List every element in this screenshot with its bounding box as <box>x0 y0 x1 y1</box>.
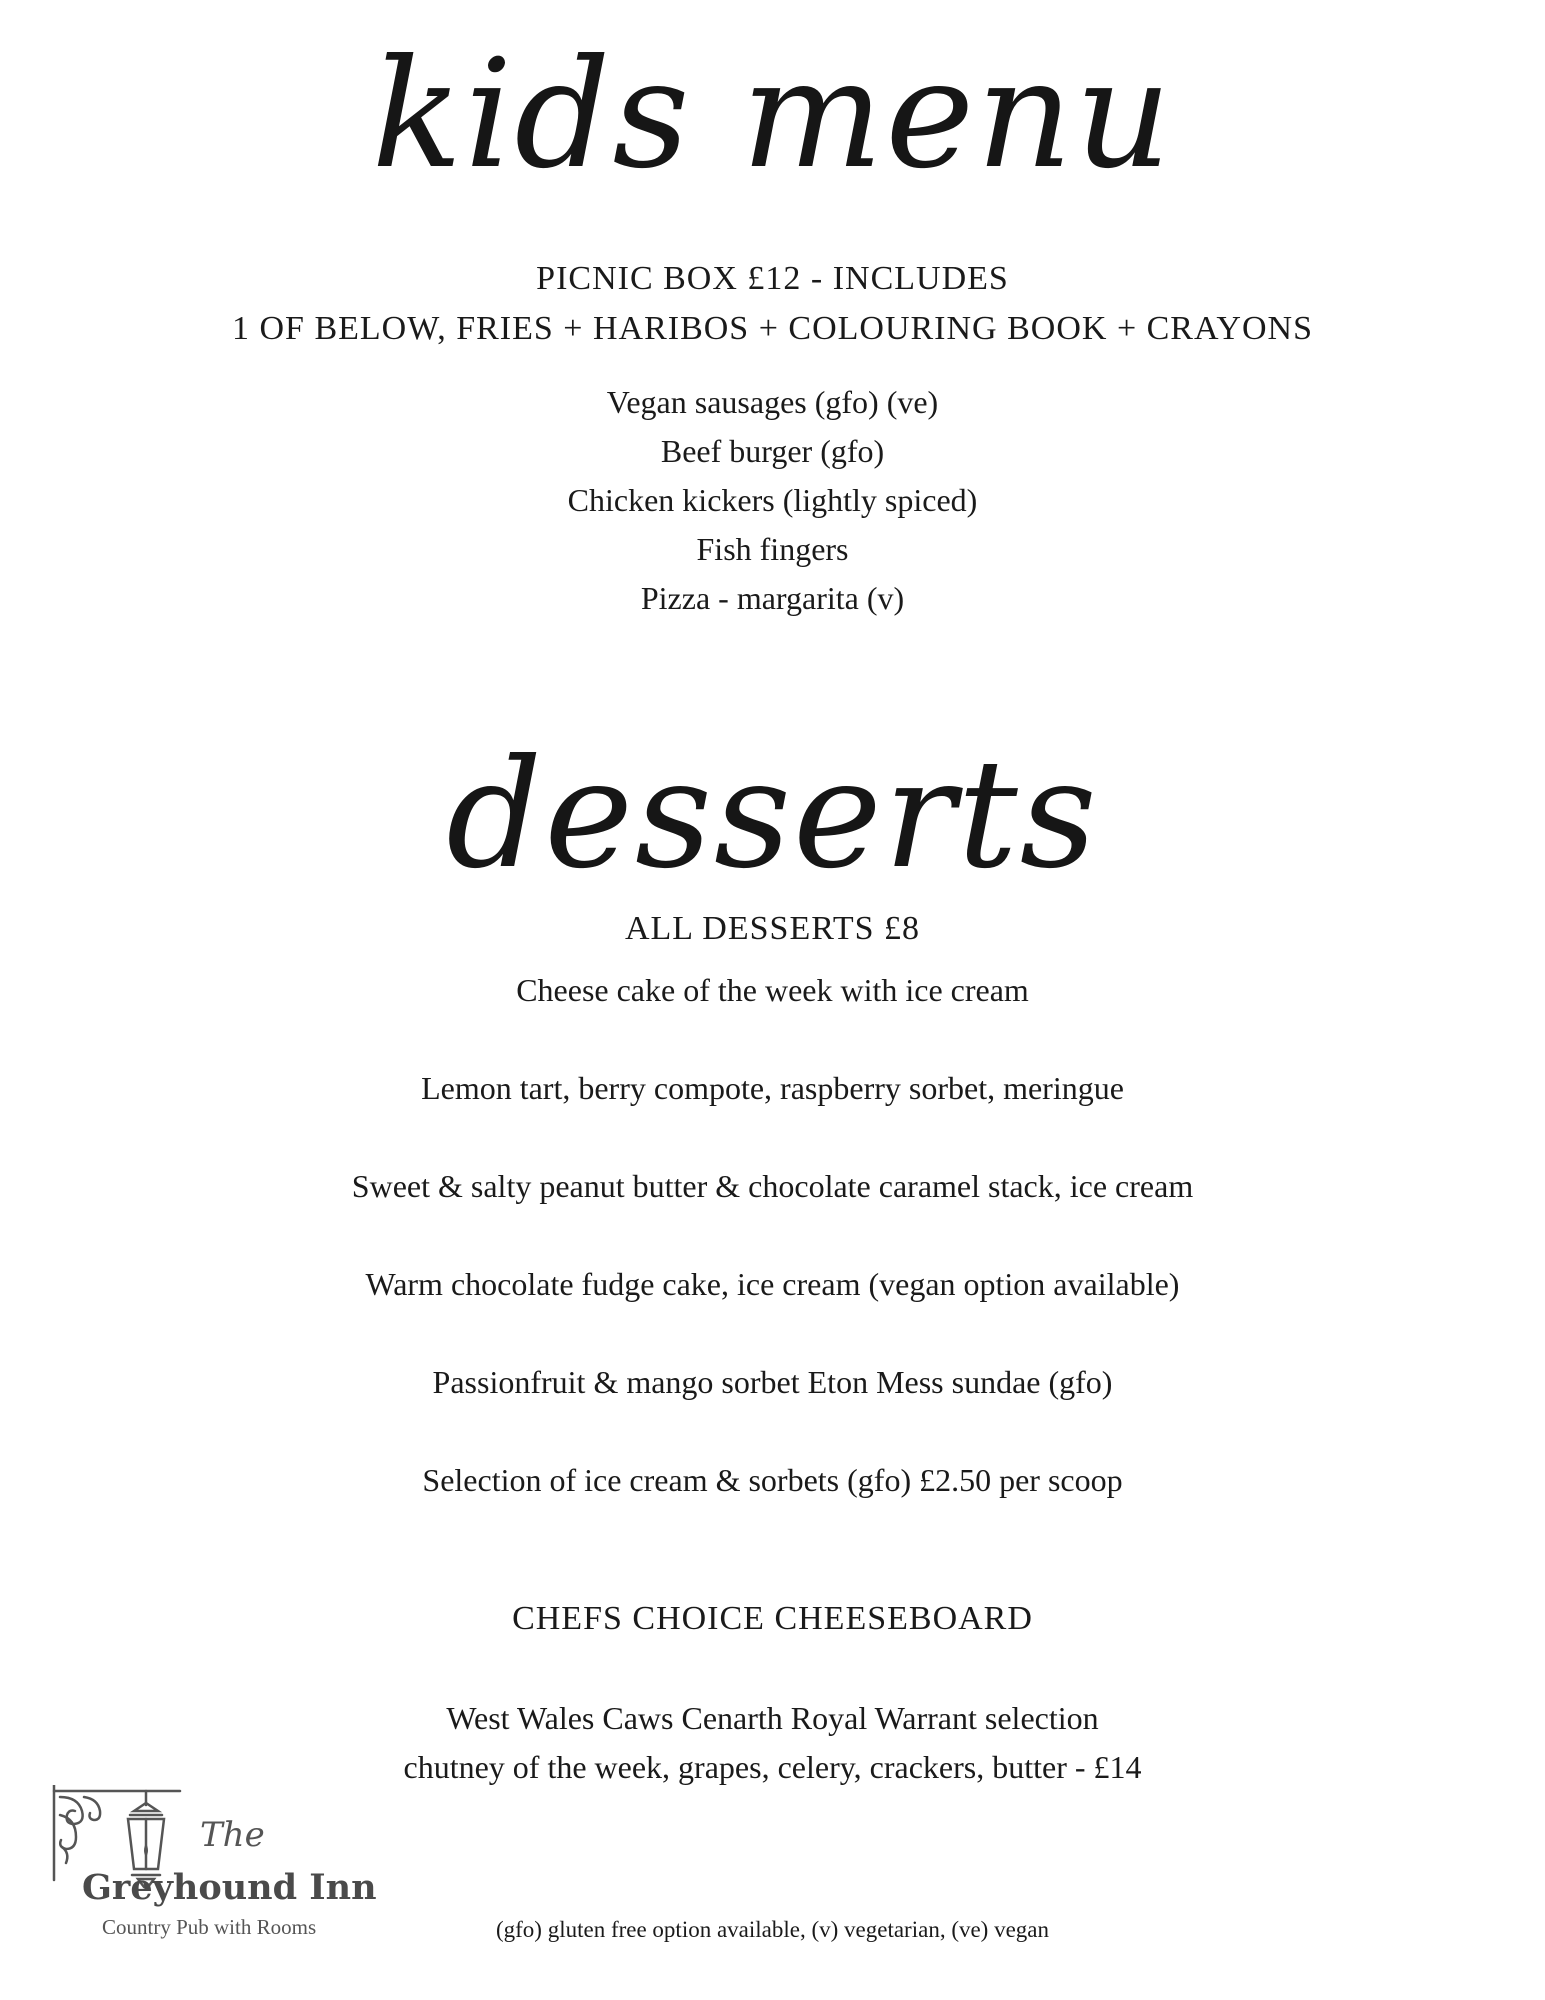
dietary-key-footnote: (gfo) gluten free option available, (v) vegetarian, (ve) vegan <box>495 1917 1050 1942</box>
kids-menu-item: Beef burger (gfo) <box>660 433 885 469</box>
dessert-item: Lemon tart, berry compote, raspberry sorbet, meringue <box>421 1070 1124 1106</box>
dessert-item: Sweet & salty peanut butter & chocolate caramel stack, ice cream <box>351 1168 1194 1204</box>
desserts-price-note: ALL DESSERTS £8 <box>624 910 921 947</box>
dessert-item: Cheese cake of the week with ice cream <box>516 972 1029 1008</box>
greyhound-inn-logo <box>50 1785 380 1965</box>
dessert-item: Selection of ice cream & sorbets (gfo) £2.50 per scoop <box>422 1462 1123 1498</box>
cheeseboard-description: chutney of the week, grapes, celery, crackers, butter - £14 <box>403 1749 1142 1785</box>
logo-tagline: Country Pub with Rooms <box>102 1915 317 1939</box>
desserts-title: desserts <box>446 728 1099 902</box>
kids-menu-item: Pizza - margarita (v) <box>640 580 905 616</box>
kids-menu-item: Vegan sausages (gfo) (ve) <box>606 384 939 420</box>
dessert-item: Passionfruit & mango sorbet Eton Mess sundae (gfo) <box>432 1364 1113 1400</box>
logo-name: Greyhound Inn <box>82 1867 377 1908</box>
kids-menu-item: Fish fingers <box>696 531 849 567</box>
dessert-item: Warm chocolate fudge cake, ice cream (vegan option available) <box>365 1266 1180 1302</box>
kids-menu-title: kids menu <box>371 28 1174 202</box>
kids-menu-item: Chicken kickers (lightly spiced) <box>567 482 978 518</box>
picnic-box-line: PICNIC BOX £12 - INCLUDES <box>536 260 1009 297</box>
logo-the: The <box>200 1815 265 1855</box>
picnic-box-includes: 1 OF BELOW, FRIES + HARIBOS + COLOURING BOOK + CRAYONS <box>232 310 1313 347</box>
cheeseboard-heading: CHEFS CHOICE CHEESEBOARD <box>512 1600 1033 1637</box>
cheeseboard-description: West Wales Caws Cenarth Royal Warrant selection <box>446 1700 1099 1736</box>
